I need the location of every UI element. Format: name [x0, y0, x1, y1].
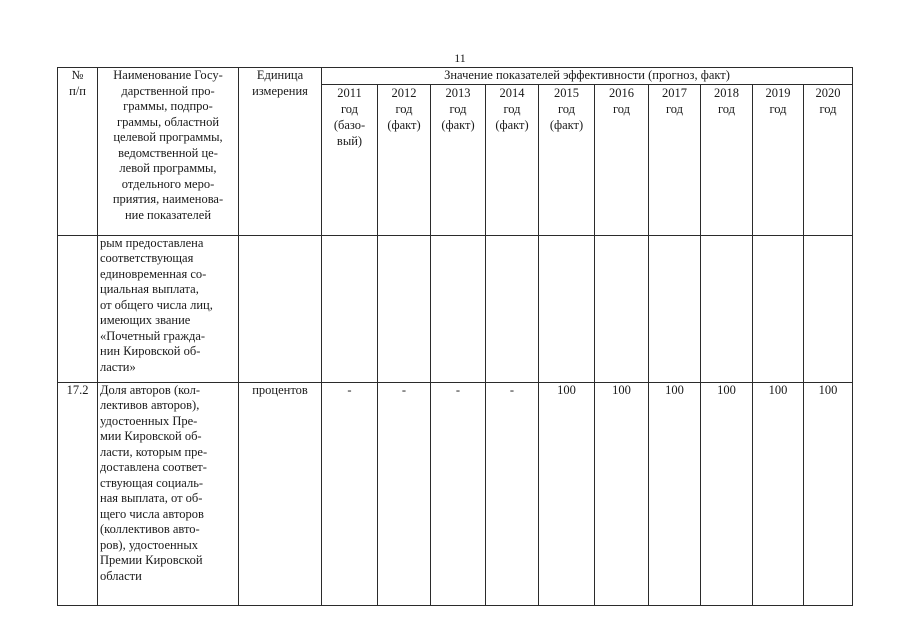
value-cell: [378, 235, 431, 382]
year-header-2016: [595, 84, 649, 235]
year-line: (базо-: [333, 117, 366, 132]
indicator-name-line: ная выплата, от об-: [100, 491, 203, 505]
indicator-name-line: рым предоставлена: [100, 235, 204, 250]
year-header-2012: [378, 84, 431, 235]
unit-cell: процентов: [239, 382, 322, 605]
table-row: [58, 235, 853, 382]
header-name-line: граммы, подпро-: [123, 99, 213, 113]
header-name-line: ведомственной це-: [118, 145, 218, 160]
indicator-name-line: «Почетный гражда-: [100, 328, 206, 343]
year-line: 2014: [499, 85, 525, 100]
value-cell: [322, 235, 378, 382]
year-line: год: [340, 101, 359, 116]
header-unit-cell: [239, 68, 322, 236]
indicator-name-line: ров), удостоенных: [100, 537, 199, 552]
indicator-name-line: Премии Кировской: [100, 553, 203, 567]
year-header-2015: [539, 84, 595, 235]
year-line: год: [769, 101, 787, 116]
year-line: 2018: [714, 85, 739, 100]
value-cell: [539, 235, 595, 382]
value-cell: [753, 235, 804, 382]
indicator-name-line: соответствующая: [100, 251, 194, 265]
header-number-cell: [58, 68, 98, 236]
indicator-name-line: ствующая социаль-: [100, 475, 204, 490]
page-number: 11: [454, 51, 466, 65]
indicators-table: [57, 67, 853, 606]
year-header-2020: [804, 84, 853, 235]
year-header-2013: [431, 84, 486, 235]
year-header-2014: [486, 84, 539, 235]
value-cell: [431, 235, 486, 382]
year-line: год: [503, 101, 521, 116]
indicator-name-line: удостоенных Пре-: [100, 413, 198, 428]
header-name-line: дарственной про-: [121, 83, 215, 98]
year-line: 2017: [662, 85, 687, 100]
value-cell: 100: [753, 382, 804, 605]
indicator-name-line: ласти, которым пре-: [100, 444, 208, 459]
year-line: (факт): [549, 117, 584, 132]
year-line: 2013: [445, 85, 471, 100]
header-name-line: ние показателей: [124, 207, 212, 222]
indicator-name-line: Доля авторов (кол-: [100, 382, 201, 397]
header-number-line: №: [71, 68, 84, 82]
indicator-name-line: доставлена соответ-: [100, 460, 207, 474]
indicator-name-line: (коллективов авто-: [100, 522, 200, 536]
header-unit-line: Единица: [256, 68, 304, 82]
year-line: (факт): [441, 117, 475, 132]
year-header-2019: [753, 84, 804, 235]
value-cell: -: [431, 382, 486, 605]
indicator-name-line: лективов авторов),: [100, 398, 200, 412]
header-name-line: граммы, областной: [116, 114, 220, 129]
year-line: год: [557, 101, 576, 116]
year-header-2011: [322, 84, 378, 235]
value-cell: 100: [804, 382, 853, 605]
year-line: 2011: [337, 85, 362, 100]
year-line: год: [717, 101, 736, 116]
value-cell: [649, 235, 701, 382]
value-cell: -: [378, 382, 431, 605]
header-name-line: отдельного меро-: [121, 176, 215, 191]
table-row: [58, 382, 853, 605]
value-cell: 100: [649, 382, 701, 605]
year-line: 2020: [815, 85, 841, 100]
value-cell: [486, 235, 539, 382]
year-line: год: [612, 101, 631, 116]
indicator-name-line: единовременная со-: [100, 266, 207, 281]
header-row-top: [58, 68, 853, 85]
unit-cell: [239, 235, 322, 382]
indicator-name-cell: [98, 235, 239, 382]
year-line: (факт): [387, 117, 421, 132]
year-line: 2012: [391, 85, 417, 100]
year-header-2017: [649, 84, 701, 235]
header-indicators-title: Значение показателей эффективности (прогноз, факт): [322, 68, 853, 85]
value-cell: [595, 235, 649, 382]
year-line: год: [395, 101, 413, 116]
indicator-name-line: нин Кировской об-: [100, 344, 201, 358]
year-line: 2016: [609, 85, 634, 100]
header-name-cell: [98, 68, 239, 236]
value-cell: -: [322, 382, 378, 605]
year-line: вый): [336, 133, 363, 148]
header-name-line: Наименование Госу-: [113, 68, 223, 82]
year-line: 2015: [554, 85, 579, 100]
indicator-name-line: циальная выплата,: [100, 282, 199, 296]
year-line: год: [665, 101, 684, 116]
value-cell: 100: [595, 382, 649, 605]
year-line: год: [449, 101, 467, 116]
year-line: (факт): [495, 117, 529, 132]
header-number-line: п/п: [69, 83, 86, 98]
indicator-name-line: области: [100, 568, 142, 583]
header-name-line: приятия, наименова-: [112, 192, 224, 206]
indicator-name-line: ласти»: [100, 359, 136, 374]
indicator-name-cell: [98, 382, 239, 605]
value-cell: [701, 235, 753, 382]
value-cell: 100: [539, 382, 595, 605]
header-name-line: левой программы,: [119, 161, 217, 175]
indicator-name-line: мии Кировской об-: [100, 429, 202, 443]
header-name-line: целевой программы,: [113, 130, 223, 144]
row-number: [58, 235, 98, 382]
value-cell: [804, 235, 853, 382]
year-line: 2019: [765, 85, 791, 100]
indicator-name-line: от общего числа лиц,: [100, 297, 213, 312]
value-cell: -: [486, 382, 539, 605]
header-unit-line: измерения: [252, 83, 308, 98]
year-header-2018: [701, 84, 753, 235]
indicator-name-line: имеющих звание: [100, 313, 191, 327]
indicator-name-line: щего числа авторов: [100, 506, 204, 521]
year-line: год: [819, 101, 837, 116]
value-cell: 100: [701, 382, 753, 605]
row-number: 17.2: [58, 382, 98, 605]
